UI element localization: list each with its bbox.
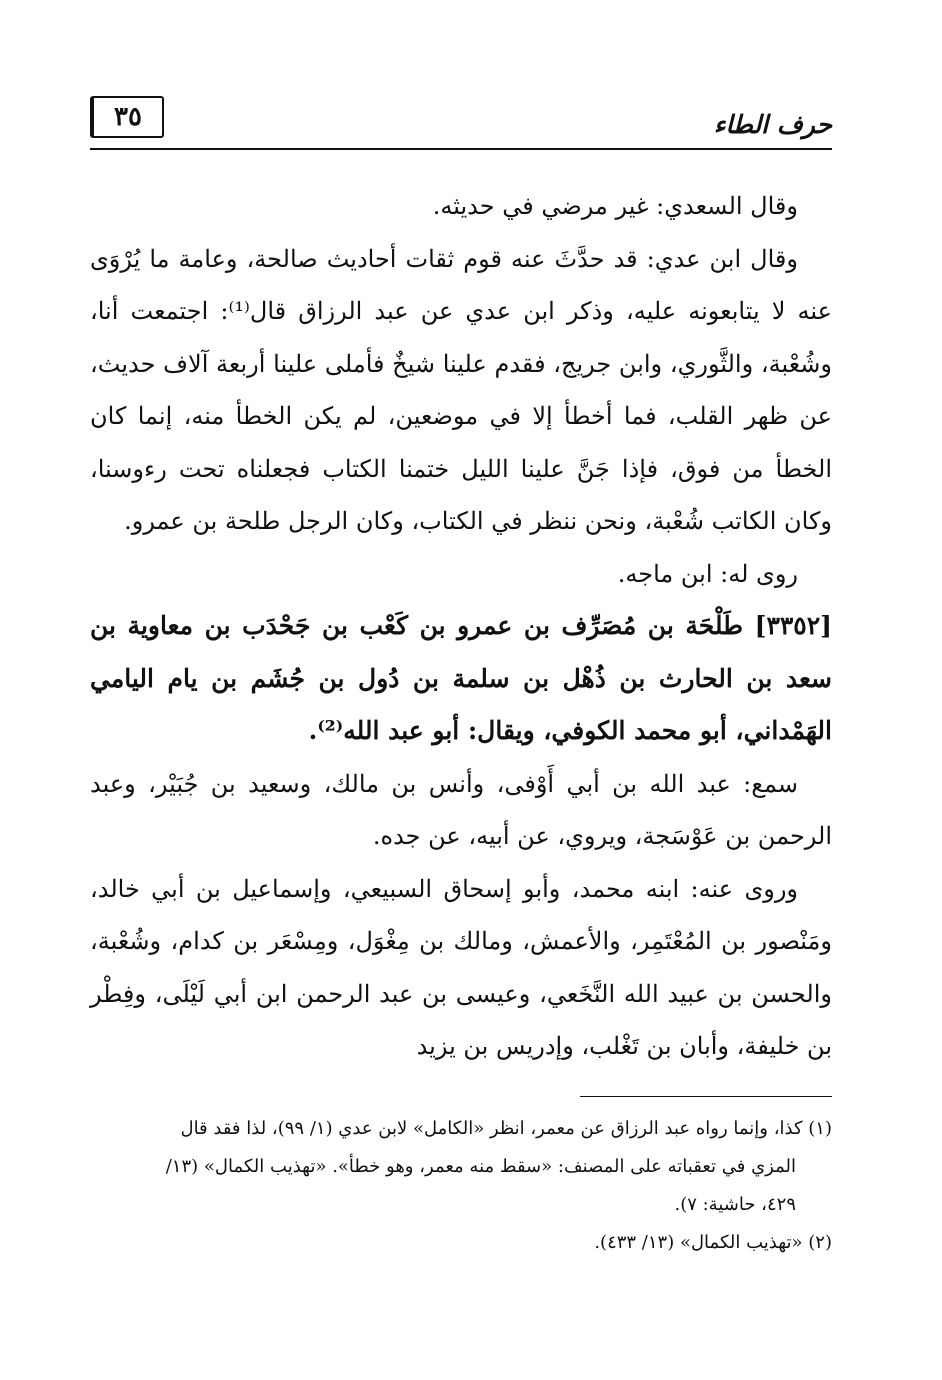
footnote-separator [580, 1096, 832, 1097]
header-rule [90, 148, 832, 150]
main-text [90, 180, 832, 1073]
paragraph-ibn-adi: وقال ابن عدي: قد حدَّثَ عنه قوم ثقات أحاديث صالحة، وعامة ما يُرْوَى عنه لا يتابعونه عليه، وذكر ابن عدي عن عبد الرزاق قال⁽¹⁾: اجتمعت أنا، وشُعْبة، والثَّوري، وابن جريج، فقدم علينا شيخٌ فأملى علينا أربعة آلاف حديث، عن ظهر القلب، فما أخطأ إلا في موضعين، لم يكن الخطأ منه، إنما كان الخطأ من فوق، فإذا جَنَّ علينا الليل ختمنا الكتاب فجعلناه تحت رءوسنا، وكان الكاتب شُعْبة، ونحن ننظر في الكتاب، وكان الرجل طلحة بن عمرو. [90, 244, 832, 535]
footnote-1-line-1: (١) كذا، وإنما رواه عبد الرزاق عن معمر، انظر «الكامل» لابن عدي (١/ ٩٩)، لذا فقد قال [180, 1118, 832, 1139]
footnote-1-line-2: المزي في تعقباته على المصنف: «سقط منه معمر، وهو خطأ». «تهذيب الكمال» (١٣/ [165, 1156, 796, 1177]
paragraph-narrators: وروى عنه: ابنه محمد، وأبو إسحاق السبيعي، وإسماعيل بن أبي خالد، ومَنْصور بن المُعْتَمِر، والأعمش، ومالك بن مِغْوَل، ومِسْعَر بن كدام، وشُعْبة، والحسن بن عبيد الله النَّخَعي، وعيسى بن عبد الرحمن ابن أبي لَيْلَى، وفِطْر بن خليفة، وأبان بن تَغْلب، وإدريس بن يزيد [90, 874, 832, 1060]
page-number: ٣٥ [90, 96, 164, 138]
footnote-2: (٢) «تهذيب الكمال» (١٣/ ٤٣٣). [594, 1232, 832, 1253]
footnotes [90, 1110, 832, 1262]
page-header [90, 92, 832, 150]
biography-entry-heading: [٣٣٥٢] طَلْحَة بن مُصَرِّف بن عمرو بن كَعْب بن جَحْدَب بن معاوية بن سعد بن الحارث بن ذُهْل بن سلمة بن دُول بن جُشَم بن يام اليامي الهَمْداني، أبو محمد الكوفي، ويقال: أبو عبد الله⁽²⁾. [90, 611, 832, 745]
footnote-1-line-3: ٤٢٩، حاشية: ٧). [674, 1194, 796, 1215]
paragraph-heard-from: سمع: عبد الله بن أبي أَوْفى، وأنس بن مالك، وسعيد بن جُبَيْر، وعبد الرحمن بن عَوْسَجة، ويروي، عن أبيه، عن جده. [90, 769, 832, 850]
paragraph-saadi: وقال السعدي: غير مرضي في حديثه. [432, 192, 798, 220]
running-title: حرف الطاء [713, 110, 832, 139]
paragraph-narrated-by: روى له: ابن ماجه. [617, 559, 798, 588]
